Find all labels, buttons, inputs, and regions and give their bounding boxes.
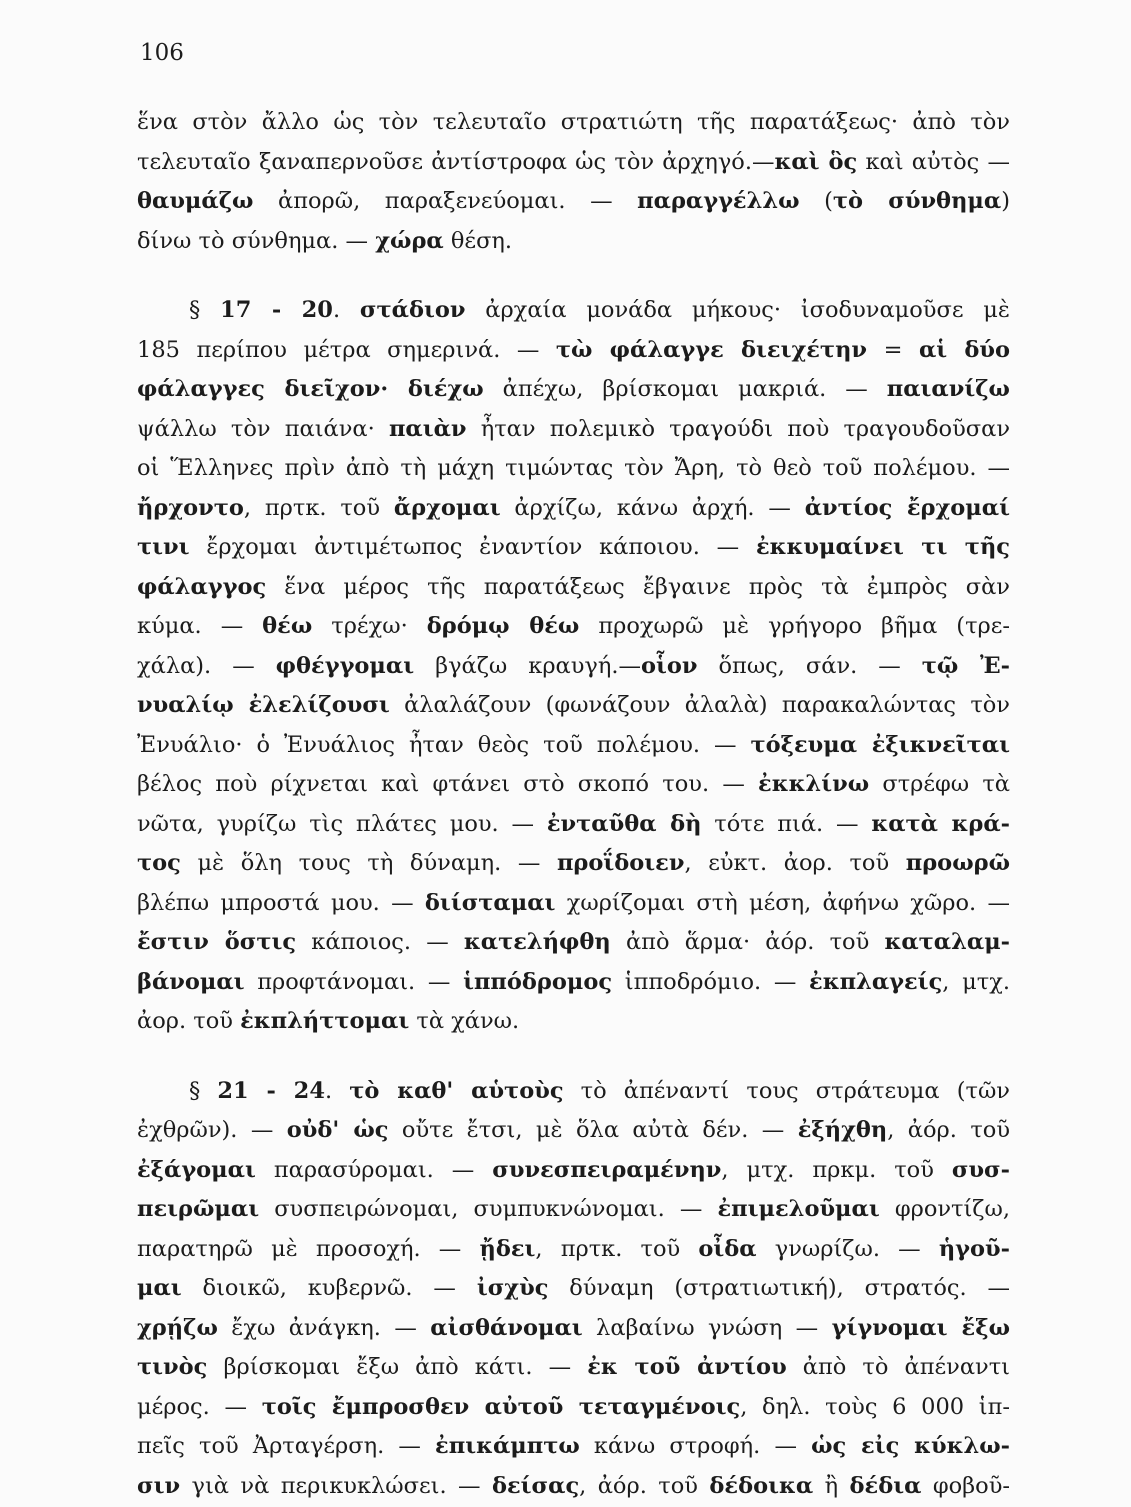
text-body [137, 104, 1010, 1507]
text-line: πεῖς τοῦ Ἀρταγέρση. — ἐπικάμπτω κάνω στροφή. — ὡς εἰς κύκλω- [137, 1428, 1010, 1468]
text-line: δίνω τὸ σύνθημα. — χώρα θέση. [137, 223, 1010, 263]
text-line: νῶτα, γυρίζω τὶς πλάτες μου. — ἐνταῦθα δὴ τότε πιά. — κατὰ κρά- [137, 806, 1010, 846]
text-line: ἐχθρῶν). — οὐδ' ὡς οὔτε ἔτσι, μὲ ὅλα αὐτὰ δέν. — ἐξήχθη, ἀόρ. τοῦ [137, 1112, 1010, 1152]
text-line: τινι ἔρχομαι ἀντιμέτωπος ἐναντίον κάποιου. — ἐκκυμαίνει τι τῆς [137, 529, 1010, 569]
text-line: φάλαγγος ἕνα μέρος τῆς παρατάξεως ἔβγαινε πρὸς τὰ ἐμπρὸς σὰν [137, 569, 1010, 609]
text-line: § 17 - 20. στάδιον ἀρχαία μονάδα μήκους· ἰσοδυναμοῦσε μὲ [137, 292, 1010, 332]
text-line: τελευταῖο ξαναπερνοῦσε ἀντίστροφα ὡς τὸν ἀρχηγό.—καὶ ὃς καὶ αὐτὸς — [137, 144, 1010, 184]
text-line: τινὸς βρίσκομαι ἔξω ἀπὸ κάτι. — ἐκ τοῦ ἀντίου ἀπὸ τὸ ἀπέναντι [137, 1349, 1010, 1389]
text-line: § 21 - 24. τὸ καθ' αὑτοὺς τὸ ἀπέναντί τους στράτευμα (τῶν [137, 1073, 1010, 1113]
text-line: σιν γιὰ νὰ περικυκλώσει. — δείσας, ἀόρ. τοῦ δέδοικα ἢ δέδια φοβοῦ- [137, 1468, 1010, 1507]
text-line: Ἐνυάλιο· ὁ Ἐνυάλιος ἦταν θεὸς τοῦ πολέμου. — τόξευμα ἐξικνεῖται [137, 727, 1010, 767]
text-line: χρῄζω ἔχω ἀνάγκη. — αἰσθάνομαι λαβαίνω γνώση — γίγνομαι ἔξω [137, 1310, 1010, 1350]
text-line: οἱ Ἕλληνες πρὶν ἀπὸ τὴ μάχη τιμώντας τὸν Ἄρη, τὸ θεὸ τοῦ πολέμου. — [137, 450, 1010, 490]
text-line: βέλος ποὺ ρίχνεται καὶ φτάνει στὸ σκοπό του. — ἐκκλίνω στρέφω τὰ [137, 766, 1010, 806]
text-line: μαι διοικῶ, κυβερνῶ. — ἰσχὺς δύναμη (στρατιωτική), στρατός. — [137, 1270, 1010, 1310]
text-line: παρατηρῶ μὲ προσοχή. — ᾔδει, πρτκ. τοῦ οἶδα γνωρίζω. — ἡγοῦ- [137, 1231, 1010, 1271]
text-line: χάλα). — φθέγγομαι βγάζω κραυγή.—οἷον ὅπως, σάν. — τῷ Ἐ- [137, 648, 1010, 688]
text-line: φάλαγγες διεῖχον· διέχω ἀπέχω, βρίσκομαι μακριά. — παιανίζω [137, 371, 1010, 411]
text-line: νυαλίῳ ἐλελίζουσι ἀλαλάζουν (φωνάζουν ἀλαλὰ) παρακαλώντας τὸν [137, 687, 1010, 727]
page-number: 106 [140, 40, 184, 66]
text-line: θαυμάζω ἀπορῶ, παραξενεύομαι. — παραγγέλλω (τὸ σύνθημα) [137, 183, 1010, 223]
text-line: ἕνα στὸν ἄλλο ὡς τὸν τελευταῖο στρατιώτη τῆς παρατάξεως· ἀπὸ τὸν [137, 104, 1010, 144]
text-line: ἤρχοντο, πρτκ. τοῦ ἄρχομαι ἀρχίζω, κάνω ἀρχή. — ἀντίος ἔρχομαί [137, 490, 1010, 530]
text-line: κύμα. — θέω τρέχω· δρόμῳ θέω προχωρῶ μὲ γρήγορο βῆμα (τρε- [137, 608, 1010, 648]
text-line: ψάλλω τὸν παιάνα· παιὰν ἦταν πολεμικὸ τραγούδι ποὺ τραγουδοῦσαν [137, 411, 1010, 451]
text-line: πειρῶμαι συσπειρώνομαι, συμπυκνώνομαι. — ἐπιμελοῦμαι φροντίζω, [137, 1191, 1010, 1231]
text-line: 185 περίπου μέτρα σημερινά. — τὼ φάλαγγε διειχέτην = αἱ δύο [137, 332, 1010, 372]
paragraph-gap [137, 262, 1010, 292]
text-line: ἐξάγομαι παρασύρομαι. — συνεσπειραμένην, μτχ. πρκμ. τοῦ συσ- [137, 1152, 1010, 1192]
text-line: βλέπω μπροστά μου. — διίσταμαι χωρίζομαι στὴ μέση, ἀφήνω χῶρο. — [137, 885, 1010, 925]
text-line: ἔστιν ὅστις κάποιος. — κατελήφθη ἀπὸ ἅρμα· ἀόρ. τοῦ καταλαμ- [137, 924, 1010, 964]
text-line: μέρος. — τοῖς ἔμπροσθεν αὐτοῦ τεταγμένοις, δηλ. τοὺς 6 000 ἱπ- [137, 1389, 1010, 1429]
text-line: βάνομαι προφτάνομαι. — ἱππόδρομος ἱπποδρόμιο. — ἐκπλαγείς, μτχ. [137, 964, 1010, 1004]
text-line: τος μὲ ὅλη τους τὴ δύναμη. — προΐδοιεν, εὐκτ. ἀορ. τοῦ προωρῶ [137, 845, 1010, 885]
text-line: ἀορ. τοῦ ἐκπλήττομαι τὰ χάνω. [137, 1003, 1010, 1043]
paragraph-gap [137, 1043, 1010, 1073]
